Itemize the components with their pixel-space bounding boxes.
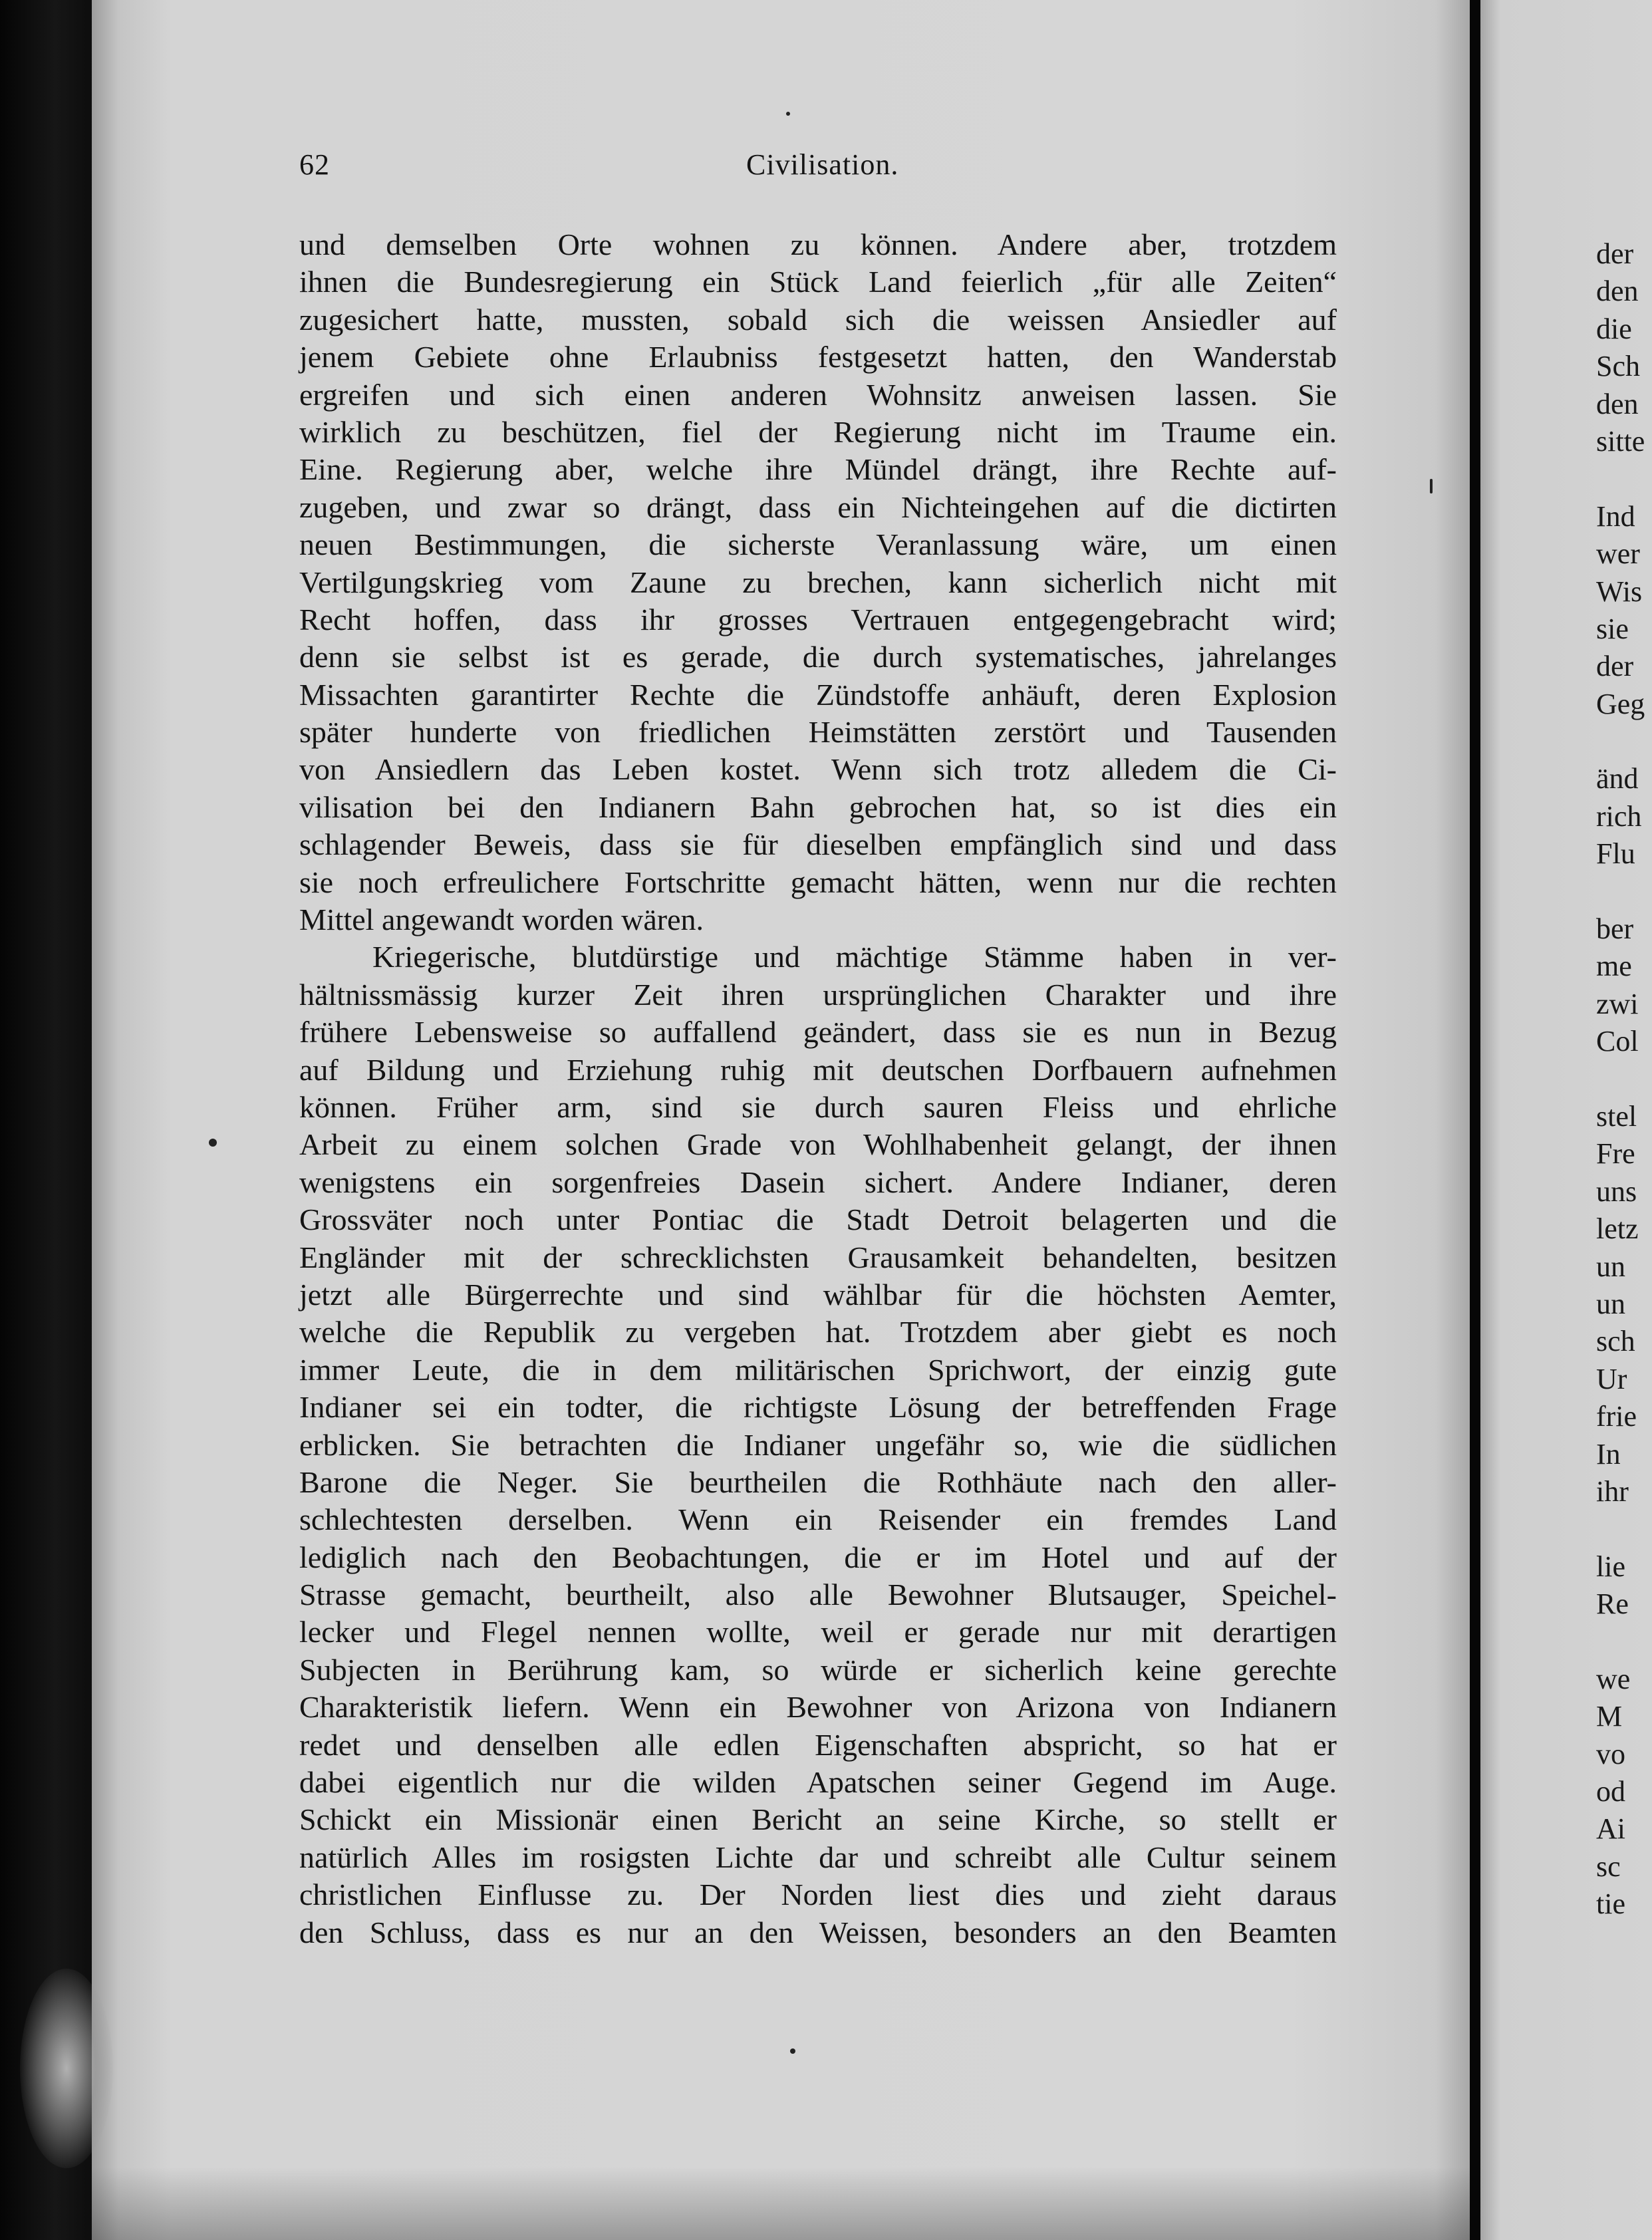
text-line: christlichen Einflusse zu. Der Norden liest dies und zieht daraus (299, 1878, 1337, 1912)
facing-page-fragment: Re (1596, 1588, 1629, 1621)
text-line: Barone die Neger. Sie beurtheilen die Rothhäute nach den aller- (299, 1465, 1337, 1499)
text-line: Vertilgungskrieg vom Zaune zu brechen, kann sicherlich nicht mit (299, 565, 1337, 599)
text-line: erblicken. Sie betrachten die Indianer ungefähr so, wie die südlichen (299, 1427, 1337, 1462)
facing-page-fragment: we (1596, 1662, 1631, 1695)
text-line: neuen Bestimmungen, die sicherste Veranlassung wäre, um einen (299, 527, 1337, 562)
facing-page-fragment: Col (1596, 1025, 1639, 1058)
facing-page-fragment: lie (1596, 1550, 1625, 1583)
text-line: Indianer sei ein todter, die richtigste Lösung der betreffenden Frage (299, 1390, 1337, 1425)
text-line: zugeben, und zwar so drängt, dass ein Nichteingehen auf die dictirten (299, 490, 1337, 524)
facing-page-text-fragments (1596, 235, 1652, 1923)
text-line: schlechtesten derselben. Wenn ein Reisender ein fremdes Land (299, 1502, 1337, 1537)
text-line: auf Bildung und Erziehung ruhig mit deutschen Dorfbauern aufnehmen (299, 1052, 1337, 1087)
text-line: natürlich Alles im rosigsten Lichte dar und schreibt alle Cultur seinem (299, 1840, 1337, 1874)
paragraph-gap (1596, 1061, 1652, 1098)
text-line: jetzt alle Bürgerrechte und sind wählbar für die höchsten Aemter, (299, 1277, 1337, 1312)
paragraph-gap (1596, 1623, 1652, 1660)
text-line: ergreifen und sich einen anderen Wohnsitz anweisen lassen. Sie (299, 377, 1337, 412)
text-line: immer Leute, die in dem militärischen Sprichwort, der einzig gute (299, 1352, 1337, 1387)
facing-page-fragment: M (1596, 1700, 1623, 1733)
facing-page-fragment: änd (1596, 762, 1639, 795)
facing-page-fragment: Flu (1596, 837, 1635, 871)
facing-page-fragment: Ai (1596, 1812, 1625, 1846)
page-number: 62 (299, 148, 330, 181)
text-line: Charakteristik liefern. Wenn ein Bewohner von Arizona von Indianern (299, 1690, 1337, 1725)
facing-page-fragment: uns (1596, 1175, 1637, 1208)
facing-page-fragment: letz (1596, 1212, 1639, 1246)
facing-page-fragment: Ur (1596, 1362, 1627, 1395)
body-text (299, 226, 1337, 1951)
facing-page-fragment: Sch (1596, 350, 1640, 383)
text-line: wirklich zu beschützen, fiel der Regierung nicht im Traume ein. (299, 414, 1337, 449)
text-line: den Schluss, dass es nur an den Weissen, besonders an den Beamten (299, 1915, 1337, 1949)
text-line: dabei eigentlich nur die wilden Apatschen seiner Gegend im Auge. (299, 1765, 1337, 1800)
text-line: Missachten garantirter Rechte die Zündstoffe anhäuft, deren Explosion (299, 677, 1337, 712)
text-line: hältnissmässig kurzer Zeit ihren ursprünglichen Charakter und ihre (299, 977, 1337, 1012)
facing-page-fragment: stel (1596, 1099, 1637, 1133)
page-smudge (20, 1969, 113, 2168)
text-line: frühere Lebensweise so auffallend geändert, dass sie es nun in Bezug (299, 1015, 1337, 1050)
facing-page-fragment: den (1596, 275, 1639, 308)
left-binding-edge (0, 0, 92, 2240)
paragraph-gap (1596, 723, 1652, 760)
facing-page-fragment: der (1596, 237, 1634, 270)
text-line: zugesichert hatte, mussten, sobald sich die weissen Ansiedler auf (299, 302, 1337, 337)
facing-page-fragment: sie (1596, 612, 1629, 645)
text-line: Subjecten in Berührung kam, so würde er sicherlich keine gerechte (299, 1652, 1337, 1687)
text-line: lediglich nach den Beobachtungen, die er im Hotel und auf der (299, 1540, 1337, 1574)
facing-page-fragment: Geg (1596, 687, 1645, 720)
text-line: von Ansiedlern das Leben kostet. Wenn sich trotz alledem die Ci- (299, 752, 1337, 787)
text-line: Arbeit zu einem solchen Grade von Wohlhabenheit gelangt, der ihnen (299, 1127, 1337, 1162)
facing-page-fragment: un (1596, 1287, 1625, 1320)
text-line: jenem Gebiete ohne Erlaubniss festgesetzt hatten, den Wanderstab (299, 340, 1337, 374)
ink-speck (209, 1139, 217, 1147)
text-line: Grossväter noch unter Pontiac die Stadt Detroit belagerten und die (299, 1202, 1337, 1237)
facing-page-fragment: wer (1596, 537, 1640, 571)
running-head (299, 145, 1337, 185)
paragraph-gap (1596, 460, 1652, 497)
facing-page-fragment: sitte (1596, 424, 1645, 458)
paragraph-gap (1596, 873, 1652, 910)
facing-page-fragment: der (1596, 650, 1634, 683)
text-line: Recht hoffen, dass ihr grosses Vertrauen entgegengebracht wird; (299, 602, 1337, 636)
facing-page-fragment: sc (1596, 1850, 1621, 1883)
facing-page-fragment: tie (1596, 1888, 1625, 1921)
ink-speck (790, 2048, 795, 2054)
facing-page-fragment: ber (1596, 912, 1634, 946)
facing-page-fragment: Fre (1596, 1137, 1635, 1171)
text-line: welche die Republik zu vergeben hat. Trotzdem aber giebt es noch (299, 1315, 1337, 1349)
facing-page-fragment: Wis (1596, 575, 1643, 608)
text-line: Strasse gemacht, beurtheilt, also alle Bewohner Blutsauger, Speichel- (299, 1578, 1337, 1612)
facing-page-fragment: sch (1596, 1325, 1635, 1358)
text-line: Kriegerische, blutdürstige und mächtige Stämme haben in ver- (372, 940, 1337, 974)
facing-page-fragment: od (1596, 1775, 1625, 1808)
text-line: vilisation bei den Indianern Bahn gebrochen hat, so ist dies ein (299, 789, 1337, 824)
text-line: Engländer mit der schrecklichsten Grausamkeit behandelten, besitzen (299, 1240, 1337, 1274)
facing-page-fragment: In (1596, 1437, 1621, 1470)
text-line: sie noch erfreulichere Fortschritte gemacht hätten, wenn nur die rechten (299, 865, 1337, 899)
page-bottom-shadow (92, 2167, 1470, 2240)
ink-speck (786, 112, 790, 116)
facing-page-fragment: rich (1596, 799, 1642, 833)
facing-page-fragment: ihr (1596, 1474, 1629, 1508)
facing-page-fragment: un (1596, 1250, 1625, 1283)
ink-speck (1430, 479, 1433, 493)
text-line: Mittel angewandt worden wären. (299, 903, 704, 937)
facing-page-fragment: frie (1596, 1400, 1637, 1433)
facing-page-fragment: zwi (1596, 987, 1639, 1020)
page-gutter (1470, 0, 1480, 2240)
facing-page-fragment: die (1596, 312, 1632, 345)
paragraph-gap (1596, 1510, 1652, 1548)
facing-page-fragment: vo (1596, 1737, 1625, 1770)
text-line: schlagender Beweis, dass sie für dieselben empfänglich sind und dass (299, 827, 1337, 862)
text-line: ihnen die Bundesregierung ein Stück Land feierlich „für alle Zeiten“ (299, 265, 1337, 299)
text-line: denn sie selbst ist es gerade, die durch systematisches, jahrelanges (299, 640, 1337, 674)
running-title: Civilisation. (746, 148, 899, 181)
facing-page-fragment: den (1596, 387, 1639, 420)
facing-page-fragment: Ind (1596, 499, 1635, 533)
text-line: können. Früher arm, sind sie durch sauren Fleiss und ehrliche (299, 1089, 1337, 1124)
text-line: Schickt ein Missionär einen Bericht an seine Kirche, so stellt er (299, 1802, 1337, 1837)
text-line: wenigstens ein sorgenfreies Dasein sichert. Andere Indianer, deren (299, 1165, 1337, 1199)
text-line: lecker und Flegel nennen wollte, weil er gerade nur mit derartigen (299, 1615, 1337, 1649)
facing-page-fragment: me (1596, 950, 1632, 983)
text-line: und demselben Orte wohnen zu können. Andere aber, trotzdem (299, 227, 1337, 261)
text-line: redet und denselben alle edlen Eigenschaften abspricht, so hat er (299, 1727, 1337, 1762)
text-line: Eine. Regierung aber, welche ihre Mündel drängt, ihre Rechte auf- (299, 452, 1337, 487)
text-line: später hunderte von friedlichen Heimstätten zerstört und Tausenden (299, 715, 1337, 750)
